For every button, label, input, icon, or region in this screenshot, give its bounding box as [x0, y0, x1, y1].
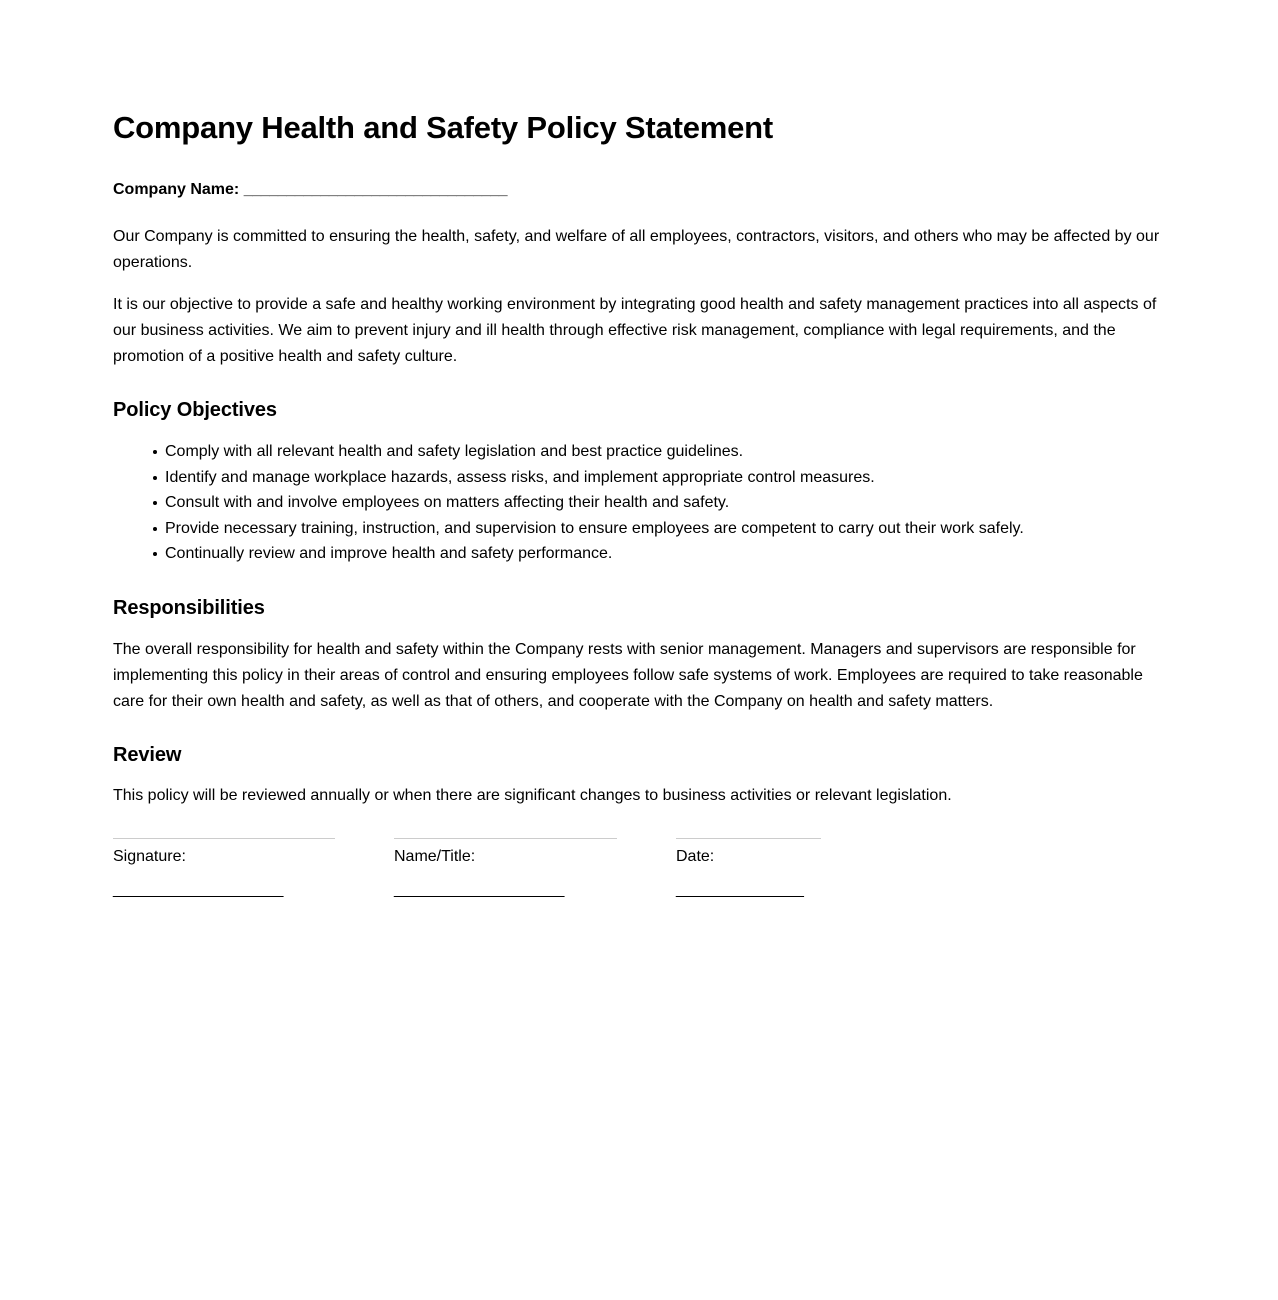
review-paragraph: This policy will be reviewed annually or when there are significant changes to business activities or relevant legislation. [113, 787, 952, 804]
company-name-field [113, 179, 507, 201]
signature-label: Signature: [113, 848, 186, 865]
list-item [153, 465, 1165, 491]
list-item-text: Consult with and involve employees on matters affecting their health and safety. [165, 494, 730, 511]
list-item-text: Provide necessary training, instruction, and supervision to ensure employees are competent to carry out their work safely. [165, 519, 1024, 537]
name-title-cell [394, 838, 617, 901]
list-item-text: Identify and manage workplace hazards, assess risks, and implement appropriate control measures. [165, 468, 875, 486]
signature-cell [113, 838, 335, 901]
policy-objectives-list [113, 439, 1165, 567]
list-item-text: Comply with all relevant health and safety legislation and best practice guidelines. [165, 443, 744, 460]
page-title: Company Health and Safety Policy Statement [113, 110, 773, 145]
list-item [153, 490, 1165, 516]
company-name-blank-rule[interactable]: _______________________________ [243, 181, 508, 198]
list-item-text: Continually review and improve health and safety performance. [165, 545, 613, 562]
date-blank-rule[interactable]: _______________ [676, 881, 804, 898]
name-title-blank-rule[interactable]: ____________________ [394, 881, 564, 898]
list-item [153, 541, 1165, 567]
section-heading-responsibilities: Responsibilities [113, 597, 265, 619]
name-title-label: Name/Title: [394, 848, 476, 865]
section-heading-review: Review [113, 744, 182, 766]
date-cell [676, 838, 821, 901]
company-name-label: Company Name: [113, 181, 240, 198]
intro-paragraph: Our Company is committed to ensuring the health, safety, and welfare of all employees, contractors, visitors, and others who may be affected by our operations. [113, 228, 1160, 271]
list-item [153, 439, 1165, 465]
list-item [153, 516, 1165, 542]
signature-block [113, 838, 873, 901]
signature-blank-rule[interactable]: ____________________ [113, 881, 283, 898]
section-heading-policy-objectives: Policy Objectives [113, 399, 277, 421]
objective-paragraph: It is our objective to provide a safe and healthy working environment by integrating good health and safety management practices into all aspects of our business activities. We aim to prevent injury and ill health through effective risk management, compliance with legal requirements, and the promotion of a positive health and safety culture. [113, 296, 1157, 365]
date-label: Date: [676, 848, 715, 865]
responsibilities-paragraph: The overall responsibility for health and safety within the Company rests with senior management. Managers and supervisors are responsible for implementing this policy in their areas of control and ensuring employees follow safe systems of work. Employees are required to take reasonable care for their own health and safety, as well as that of others, and cooperate with the Company on health and safety matters. [113, 641, 1143, 710]
